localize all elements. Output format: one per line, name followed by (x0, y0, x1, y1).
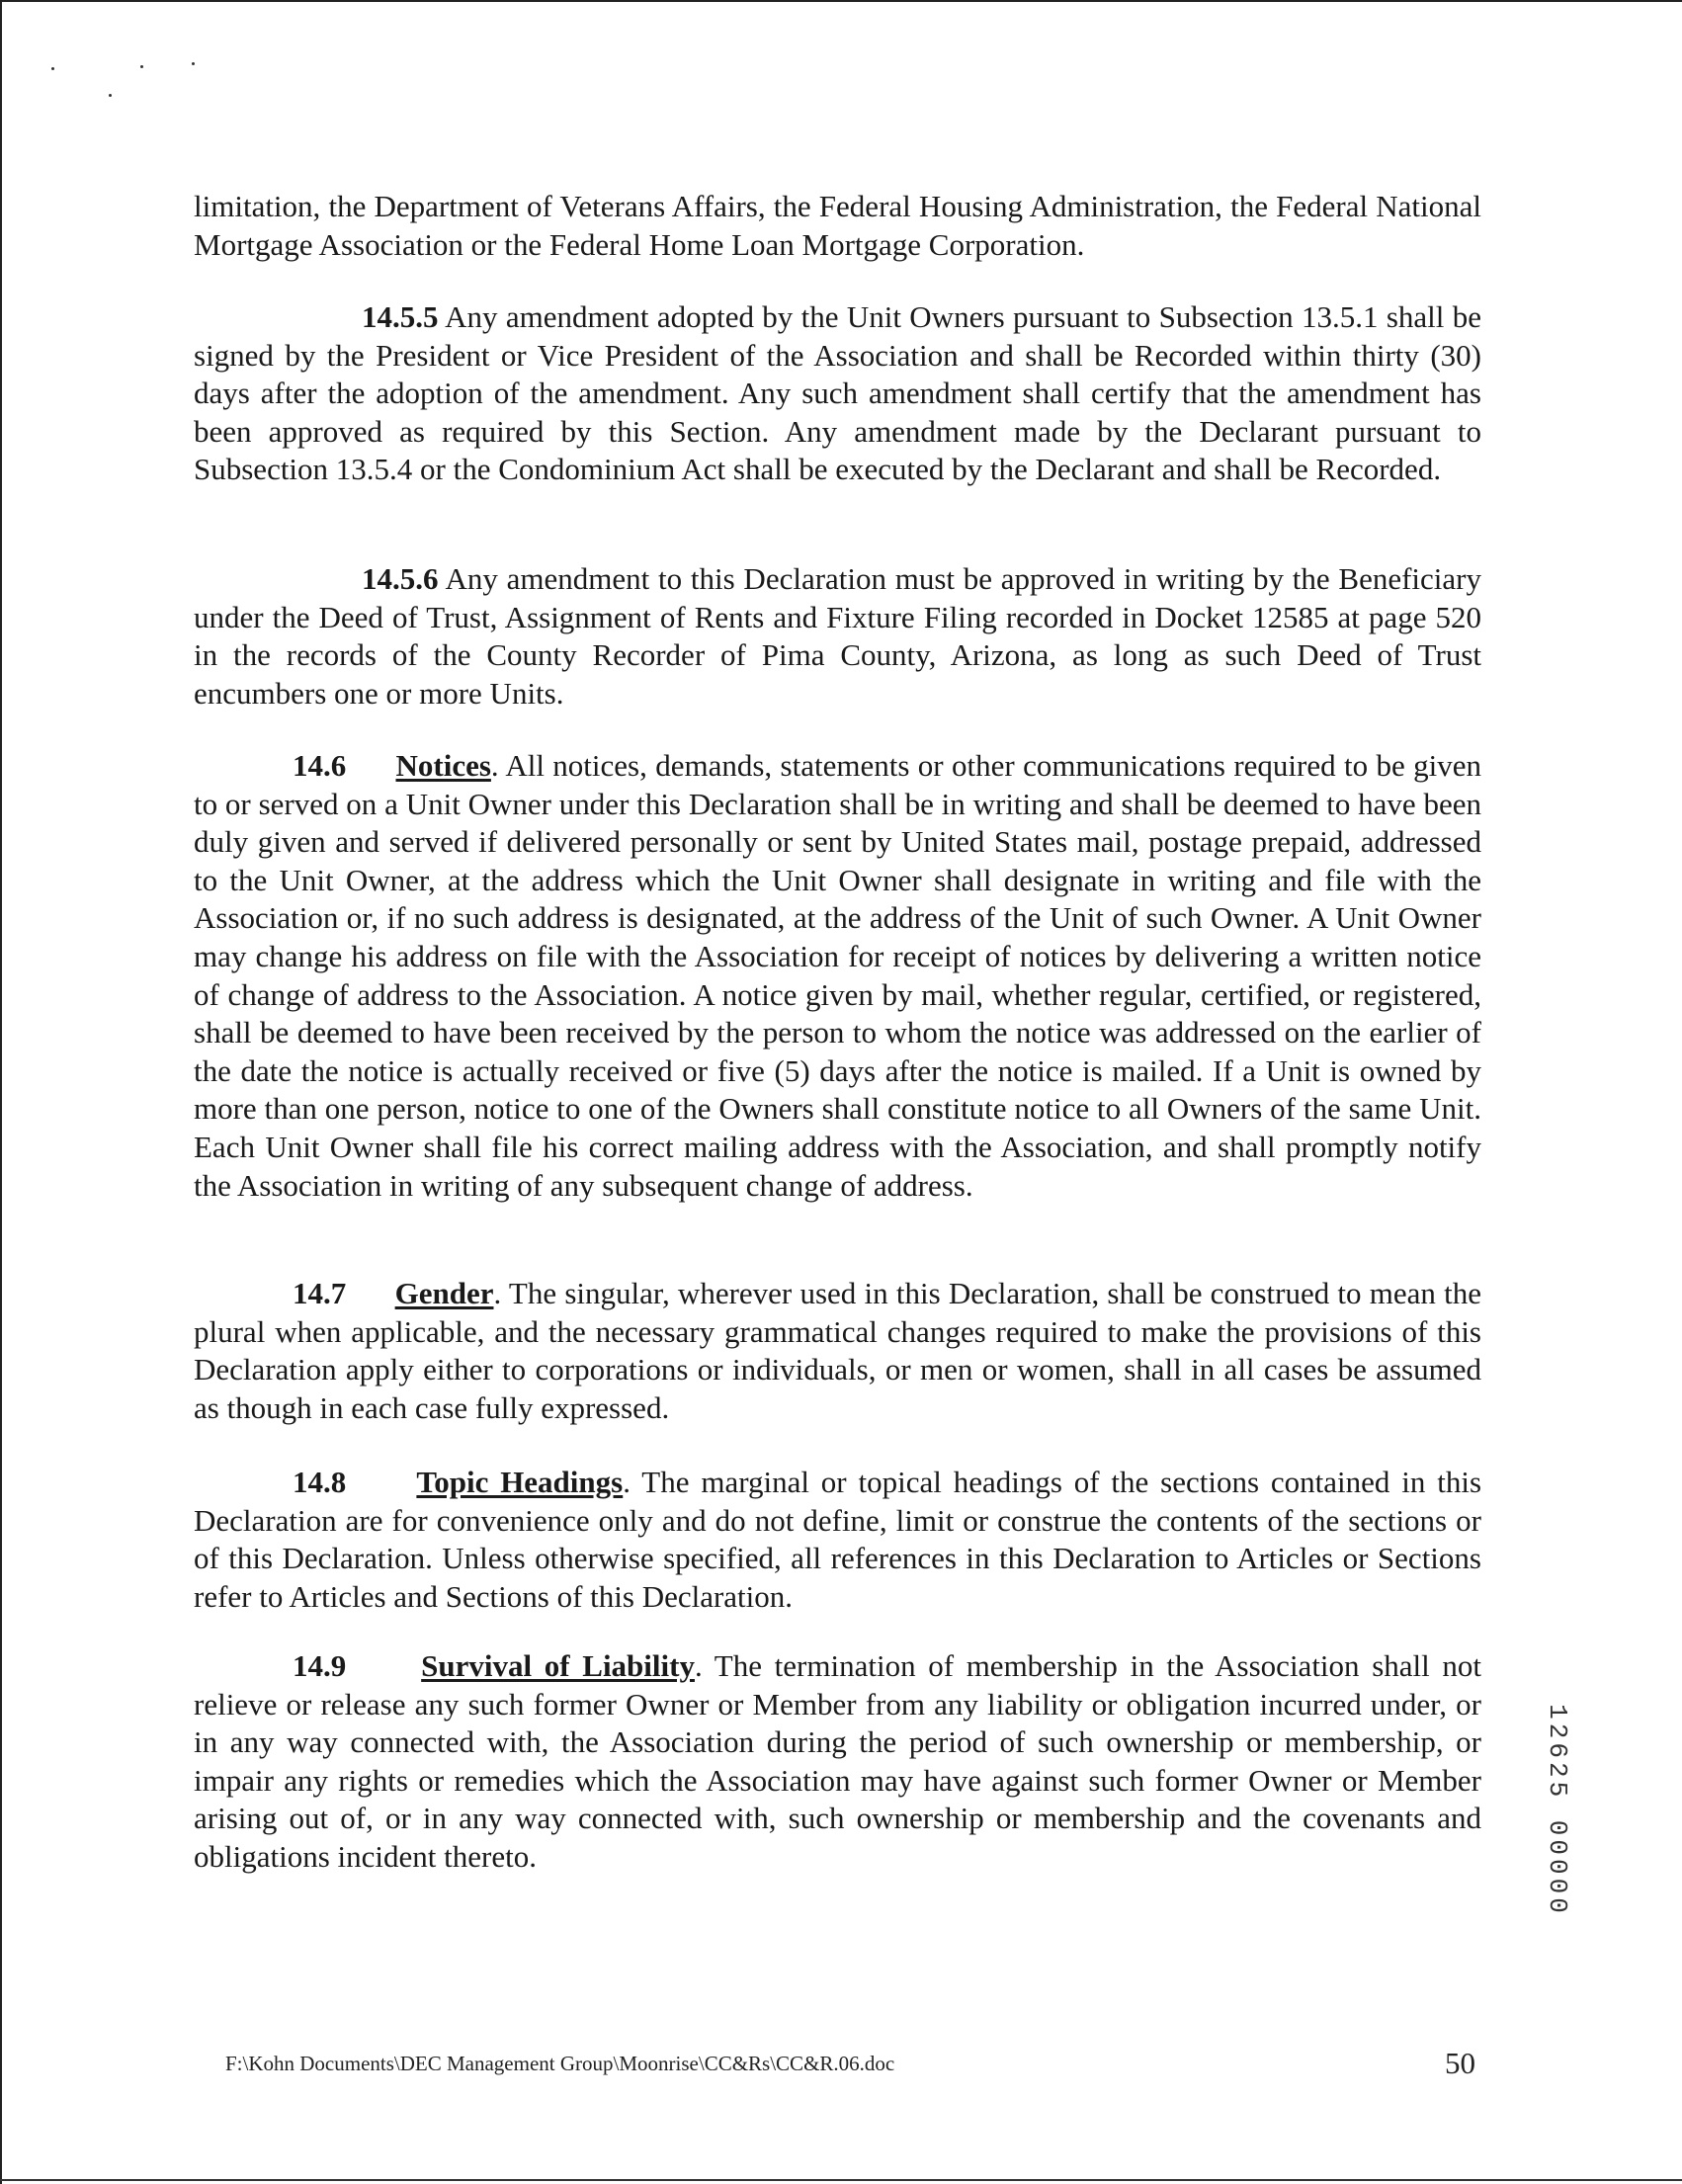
paragraph-14-7-gender (194, 1275, 1481, 1427)
paragraph-continuation (194, 188, 1481, 264)
scan-edge-top (0, 0, 1682, 2)
scan-speck (192, 62, 195, 65)
paragraph-text: . The marginal or topical headings of the sections contained in this Declaration are for convenience only and do not define, limit or construe the contents of the sections or of this Declaration. Unless otherwise specified, all references in this Declaration to Articles or Sections refer to Articles and Sections of this Declaration. (194, 1465, 1482, 1614)
scan-speck (109, 94, 112, 97)
paragraph-14-6-notices (194, 747, 1481, 1205)
section-number: 14.7 (293, 1276, 347, 1310)
scan-speck (51, 67, 54, 70)
section-number: 14.8 (293, 1465, 347, 1499)
paragraph-14-9-survival-of-liability (194, 1647, 1481, 1877)
recorder-docket-stamp: 12625 00000 (1543, 1704, 1572, 1917)
scan-edge-bottom (0, 2179, 1682, 2181)
paragraph-text: Any amendment to this Declaration must be approved in writing by the Beneficiary under the Deed of Trust, Assignment of Rents and Fixture Filing recorded in Docket 12585 at page 520 in the records of the County Recorder of Pima County, Arizona, as long as such Deed of Trust encumbers one or more Units. (194, 561, 1481, 711)
scan-edge-left (0, 0, 2, 2184)
section-number: 14.5.6 (362, 561, 439, 596)
section-number: 14.6 (293, 748, 347, 783)
paragraph-text: Any amendment adopted by the Unit Owners pursuant to Subsection 13.5.1 shall be signed by the President or Vice President of the Association and shall be Recorded within thirty (30) days after the adoption of the amendment. Any such amendment shall certify that the amendment has been approved as required by this Section. Any amendment made by the Declarant pursuant to Subsection 13.5.4 or the Condominium Act shall be executed by the Declarant and shall be Recorded. (194, 299, 1481, 487)
paragraph-text: . The singular, wherever used in this Declaration, shall be construed to mean the plural when applicable, and the necessary grammatical changes required to make the provisions of this Declaration apply either to corporations or individuals, or men or women, shall in all cases be assumed as though in each case fully expressed. (194, 1276, 1481, 1425)
section-heading: Gender (394, 1276, 494, 1310)
scan-speck (140, 65, 143, 68)
section-number: 14.9 (293, 1648, 347, 1683)
section-number: 14.5.5 (362, 299, 439, 334)
paragraph-14-5-6 (194, 560, 1481, 713)
section-heading: Topic Headings (416, 1465, 624, 1499)
footer-file-path: F:\Kohn Documents\DEC Management Group\Moonrise\CC&Rs\CC&R.06.doc (225, 2052, 895, 2075)
section-heading: Notices (395, 748, 491, 783)
page-number: 50 (1445, 2046, 1475, 2080)
paragraph-14-5-5 (194, 298, 1481, 489)
paragraph-text: . All notices, demands, statements or other communications required to be given to or served on a Unit Owner under this Declaration shall be in writing and shall be deemed to have been duly given and served if delivered personally or sent by United States mail, postage prepaid, addressed to the Unit Owner, at the address which the Unit Owner shall designate in writing and file with the Association or, if no such address is designated, at the address of the Unit of such Owner. A Unit Owner may change his address on file with the Association for receipt of notices by delivering a written notice of change of address to the Association. A notice given by mail, whether regular, certified, or registered, shall be deemed to have been received by the person to whom the notice was addressed on the earlier of the date the notice is actually received or five (5) days after the notice is mailed. If a Unit is owned by more than one person, notice to one of the Owners shall constitute notice to all Owners of the same Unit. Each Unit Owner shall file his correct mailing address with the Association, and shall promptly notify the Association in writing of any subsequent change of address. (194, 748, 1481, 1203)
paragraph-14-8-topic-headings (194, 1464, 1481, 1616)
section-heading: Survival of Liability (421, 1648, 695, 1683)
paragraph-text: limitation, the Department of Veterans Affairs, the Federal Housing Administration, the Federal National Mortgage Association or the Federal Home Loan Mortgage Corporation. (194, 189, 1481, 262)
paragraph-text: . The termination of membership in the Association shall not relieve or release any such former Owner or Member from any liability or obligation incurred under, or in any way connected with, the Association during the period of such ownership or membership, or impair any rights or remedies which the Association may have against such former Owner or Member arising out of, or in any way connected with, such ownership or membership and the covenants and obligations incident thereto. (194, 1648, 1482, 1874)
